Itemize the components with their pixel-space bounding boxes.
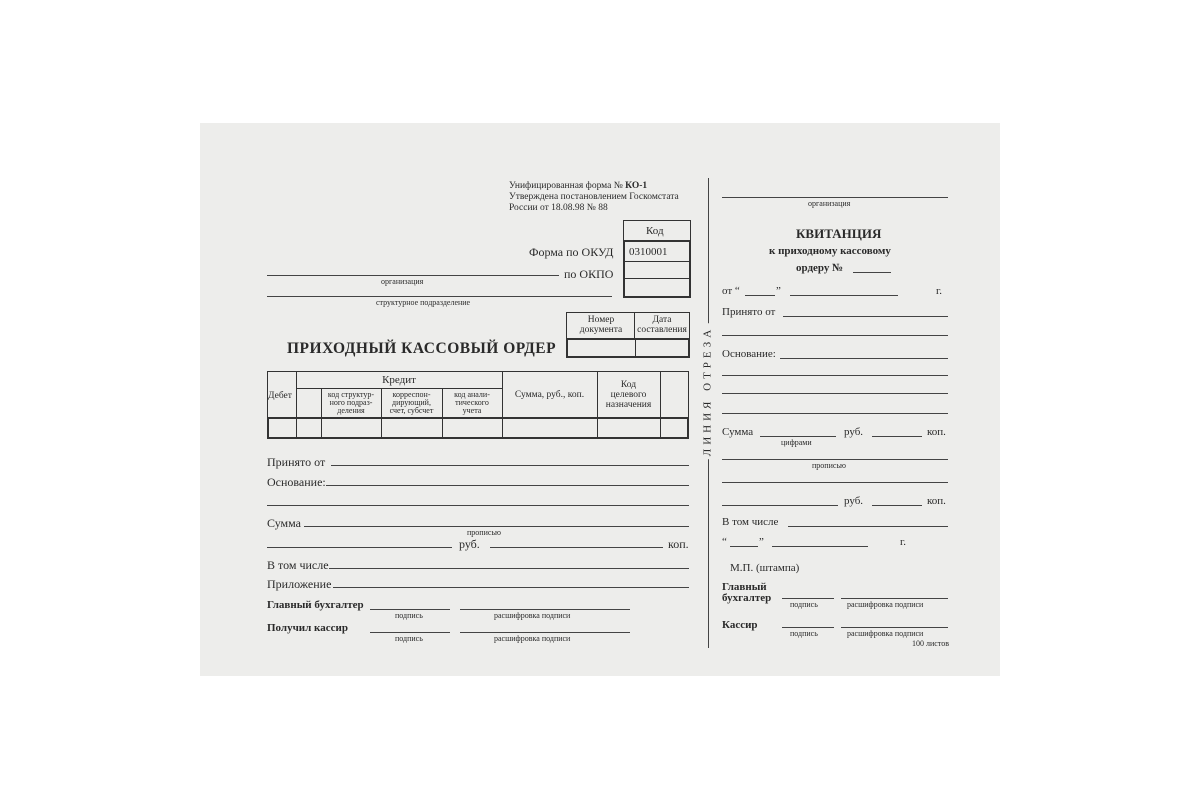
receipt-chief-name-line[interactable] [841, 598, 948, 599]
receipt-rub-label-2: руб. [844, 495, 864, 507]
signature-caption-2: подпись [395, 634, 423, 643]
analytic-code-header: код анали- тического учета [454, 390, 490, 415]
receipt-rub-label: руб. [844, 426, 864, 438]
form-approved-line: Утверждена постановлением Госкомстата [509, 192, 679, 202]
organization-caption: организация [381, 277, 424, 286]
basis-line-1[interactable] [326, 485, 689, 486]
receipt-sum-digits-line[interactable] [760, 436, 836, 437]
including-label: В том числе [267, 558, 329, 572]
code-header-cell: Код [623, 220, 691, 241]
receipt-order-number-line[interactable] [853, 272, 891, 273]
receipt-decoding-caption-2: расшифровка подписи [847, 629, 924, 638]
receipt-day-line[interactable] [745, 295, 775, 296]
receipt-cashier-name-line[interactable] [841, 627, 948, 628]
attachment-line[interactable] [333, 587, 689, 588]
receipt-month-line-2[interactable] [772, 546, 868, 547]
receipt-date-quote-open: “ [722, 536, 727, 548]
cut-line-label: ЛИНИЯ ОТРЕЗА [703, 323, 714, 459]
sum-rub-line[interactable] [267, 547, 452, 548]
sum-words-caption: прописью [467, 528, 502, 537]
receipt-accepted-label: Принято от [722, 306, 776, 318]
doc-number-date-values[interactable] [566, 338, 690, 358]
receipt-organization-line[interactable] [722, 197, 948, 198]
receipt-order-number: ордеру № [796, 262, 844, 274]
receipt-cashier-label: Кассир [722, 619, 758, 631]
signature-decoding-caption: расшифровка подписи [494, 611, 571, 620]
cash-order-form [200, 123, 1000, 676]
rub-label: руб. [459, 537, 480, 551]
credit-header: Кредит [382, 374, 416, 386]
receipt-organization-caption: организация [808, 199, 851, 208]
receipt-accepted-line-2[interactable] [722, 335, 948, 336]
signature-decoding-caption-2: расшифровка подписи [494, 634, 571, 643]
receipt-cashier-signature-line[interactable] [782, 627, 834, 628]
receipt-accepted-line-1[interactable] [783, 316, 948, 317]
chief-accountant-name-line[interactable] [460, 609, 630, 610]
signature-caption: подпись [395, 611, 423, 620]
receipt-including-label: В том числе [722, 516, 779, 528]
form-approved-date: России от 18.08.98 № 88 [509, 203, 608, 213]
document-title: ПРИХОДНЫЙ КАССОВЫЙ ОРДЕР [287, 340, 557, 357]
receipt-including-line[interactable] [788, 526, 948, 527]
receipt-basis-line-1[interactable] [780, 358, 948, 359]
receipt-basis-line-2[interactable] [722, 375, 948, 376]
doc-number-header: Номер документа [579, 315, 623, 335]
receipt-title: КВИТАНЦИЯ [796, 226, 882, 241]
kop-label: коп. [668, 537, 689, 551]
credit-subdivision-code-header: код структур- ного подраз- деления [327, 390, 375, 415]
receipt-words-line[interactable] [722, 459, 948, 460]
corresponding-account-header: корреспон- дирующий, счет, субсчет [389, 390, 434, 415]
sum-label: Сумма [267, 516, 301, 530]
receipt-month-line[interactable] [790, 295, 898, 296]
receipt-signature-caption: подпись [790, 600, 818, 609]
receipt-kop-line-2[interactable] [872, 505, 922, 506]
receipt-chief-signature-line[interactable] [782, 598, 834, 599]
basis-line-2[interactable] [267, 505, 689, 506]
receipt-date-label: от “ [722, 285, 740, 297]
receipt-day-line-2[interactable] [730, 546, 758, 547]
receipt-sum-label: Сумма [722, 426, 754, 438]
receipt-basis-line-3[interactable] [722, 393, 948, 394]
receipt-kop-label-2: коп. [927, 495, 946, 507]
doc-number-date-box [566, 312, 690, 358]
code-box [623, 240, 691, 298]
accepted-from-line[interactable] [331, 465, 689, 466]
doc-date-header: Дата составления [637, 315, 687, 335]
basis-label: Основание: [267, 475, 326, 489]
chief-accountant-label: Главный бухгалтер [267, 599, 364, 611]
okud-label: Форма по ОКУД [529, 245, 614, 259]
cashier-name-line[interactable] [460, 632, 630, 633]
receipt-words-line-2[interactable] [722, 482, 948, 483]
receipt-basis-line-4[interactable] [722, 413, 948, 414]
receipt-digits-caption: цифрами [781, 438, 812, 447]
sum-kop-line[interactable] [490, 547, 663, 548]
attachment-label: Приложение [267, 577, 332, 591]
okpo-label: по ОКПО [564, 267, 614, 281]
receipt-year-label: г. [936, 285, 943, 297]
including-line[interactable] [329, 568, 689, 569]
accounting-table [267, 371, 689, 439]
receipt-kop-line[interactable] [872, 436, 922, 437]
subdivision-caption: структурное подразделение [376, 298, 471, 307]
cashier-received-label: Получил кассир [267, 622, 348, 634]
organization-line[interactable] [267, 275, 559, 276]
receipt-date-quote-close: ” [759, 536, 764, 548]
receipt-basis-label: Основание: [722, 348, 776, 360]
form-unified-line: Унифицированная форма № КО-1 [509, 181, 648, 191]
receipt-chief-accountant-label: Главный бухгалтер [722, 581, 772, 604]
receipt-words-caption: прописью [812, 461, 847, 470]
debit-header: Дебет [268, 391, 292, 401]
chief-accountant-signature-line[interactable] [370, 609, 450, 610]
receipt-signature-caption-2: подпись [790, 629, 818, 638]
receipt-rub-line[interactable] [722, 505, 838, 506]
okud-code-value: 0310001 [629, 246, 668, 258]
receipt-stamp-label: М.П. (штампа) [730, 562, 800, 574]
receipt-subtitle: к приходному кассовому [769, 245, 891, 257]
cashier-signature-line[interactable] [370, 632, 450, 633]
sheet-count: 100 листов [912, 639, 949, 648]
sum-header: Сумма, руб., коп. [514, 390, 585, 400]
receipt-quote-close: ” [776, 285, 781, 297]
accepted-from-label: Принято от [267, 455, 326, 469]
receipt-year-label-2: г. [900, 536, 907, 548]
receipt-decoding-caption: расшифровка подписи [847, 600, 924, 609]
target-code-header: Код целевого назначения [605, 380, 652, 410]
sum-words-line[interactable] [304, 526, 689, 527]
subdivision-line[interactable] [267, 296, 612, 297]
receipt-kop-label: коп. [927, 426, 946, 438]
accounting-values-row[interactable] [267, 417, 689, 439]
